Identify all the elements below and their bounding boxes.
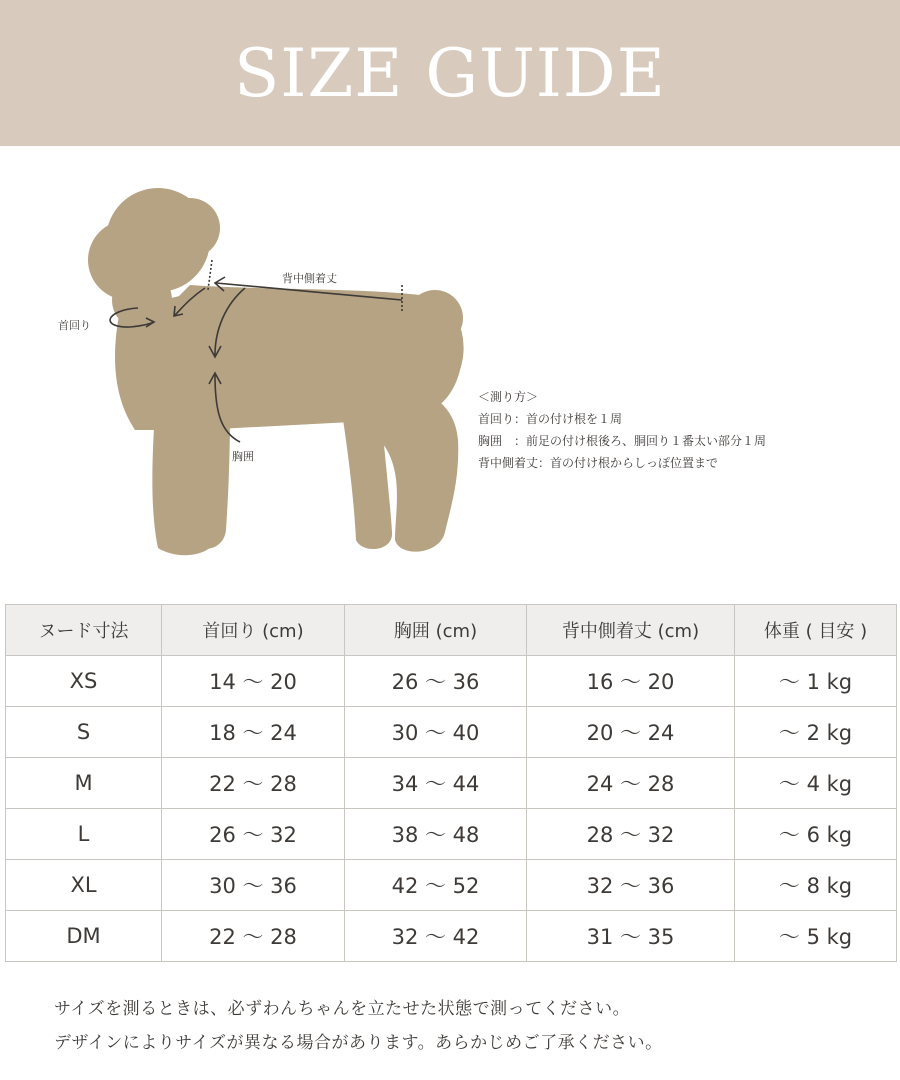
neck-cell: 18 ～ 24 bbox=[162, 707, 345, 758]
neck-cell: 30 ～ 36 bbox=[162, 860, 345, 911]
weight-cell: ～ 5 kg bbox=[735, 911, 897, 962]
footer-notes bbox=[54, 992, 663, 1060]
table-row bbox=[6, 911, 897, 962]
neck-cell: 22 ～ 28 bbox=[162, 911, 345, 962]
size-cell: S bbox=[6, 707, 162, 758]
note-line: サイズを測るときは、必ずわんちゃんを立たせた状態で測ってください。 bbox=[54, 999, 631, 1019]
chest-cell: 30 ～ 40 bbox=[345, 707, 527, 758]
size-table bbox=[5, 604, 897, 962]
weight-cell: ～ 2 kg bbox=[735, 707, 897, 758]
note-line: デザインによりサイズが異なる場合があります。あらかじめご了承ください。 bbox=[54, 1033, 663, 1053]
instructions-heading: ＜測り方＞ bbox=[478, 390, 539, 404]
size-cell: XS bbox=[6, 656, 162, 707]
dog-silhouette bbox=[88, 188, 464, 555]
table-row bbox=[6, 758, 897, 809]
chest-cell: 26 ～ 36 bbox=[345, 656, 527, 707]
size-cell: DM bbox=[6, 911, 162, 962]
header-weight: 体重 ( 目安 ) bbox=[735, 605, 897, 656]
back-length-cell: 20 ～ 24 bbox=[527, 707, 735, 758]
weight-cell: ～ 6 kg bbox=[735, 809, 897, 860]
chest-cell: 42 ～ 52 bbox=[345, 860, 527, 911]
header-back-length: 背中側着丈 (cm) bbox=[527, 605, 735, 656]
header-chest: 胸囲 (cm) bbox=[345, 605, 527, 656]
table-row bbox=[6, 809, 897, 860]
page-title: SIZE GUIDE bbox=[234, 34, 666, 112]
header-size: ヌード寸法 bbox=[6, 605, 162, 656]
measuring-instructions bbox=[478, 386, 766, 474]
header-banner bbox=[0, 0, 900, 146]
chest-cell: 32 ～ 42 bbox=[345, 911, 527, 962]
back-length-cell: 28 ～ 32 bbox=[527, 809, 735, 860]
chest-label: 胸囲 bbox=[232, 450, 254, 463]
header-neck: 首回り (cm) bbox=[162, 605, 345, 656]
back-length-cell: 31 ～ 35 bbox=[527, 911, 735, 962]
weight-cell: ～ 1 kg bbox=[735, 656, 897, 707]
chest-cell: 34 ～ 44 bbox=[345, 758, 527, 809]
back-length-label: 背中側着丈 bbox=[282, 272, 337, 285]
size-cell: L bbox=[6, 809, 162, 860]
dog-silhouette-illustration bbox=[40, 170, 510, 570]
weight-cell: ～ 4 kg bbox=[735, 758, 897, 809]
back-length-cell: 24 ～ 28 bbox=[527, 758, 735, 809]
chest-cell: 38 ～ 48 bbox=[345, 809, 527, 860]
instruction-neck: 首回り：首の付け根を１周 bbox=[478, 412, 623, 426]
table-row bbox=[6, 860, 897, 911]
instruction-back: 背中側着丈：首の付け根からしっぽ位置まで bbox=[478, 456, 719, 470]
weight-cell: ～ 8 kg bbox=[735, 860, 897, 911]
measurement-figure bbox=[40, 170, 510, 570]
table-row bbox=[6, 707, 897, 758]
table-row bbox=[6, 656, 897, 707]
back-length-cell: 16 ～ 20 bbox=[527, 656, 735, 707]
size-cell: XL bbox=[6, 860, 162, 911]
neck-cell: 14 ～ 20 bbox=[162, 656, 345, 707]
back-length-cell: 32 ～ 36 bbox=[527, 860, 735, 911]
neck-cell: 26 ～ 32 bbox=[162, 809, 345, 860]
size-cell: M bbox=[6, 758, 162, 809]
table-header-row bbox=[6, 605, 897, 656]
neck-cell: 22 ～ 28 bbox=[162, 758, 345, 809]
neck-label: 首回り bbox=[58, 319, 91, 332]
instruction-chest: 胸囲 ：前足の付け根後ろ、胴回り１番太い部分１周 bbox=[478, 434, 767, 448]
